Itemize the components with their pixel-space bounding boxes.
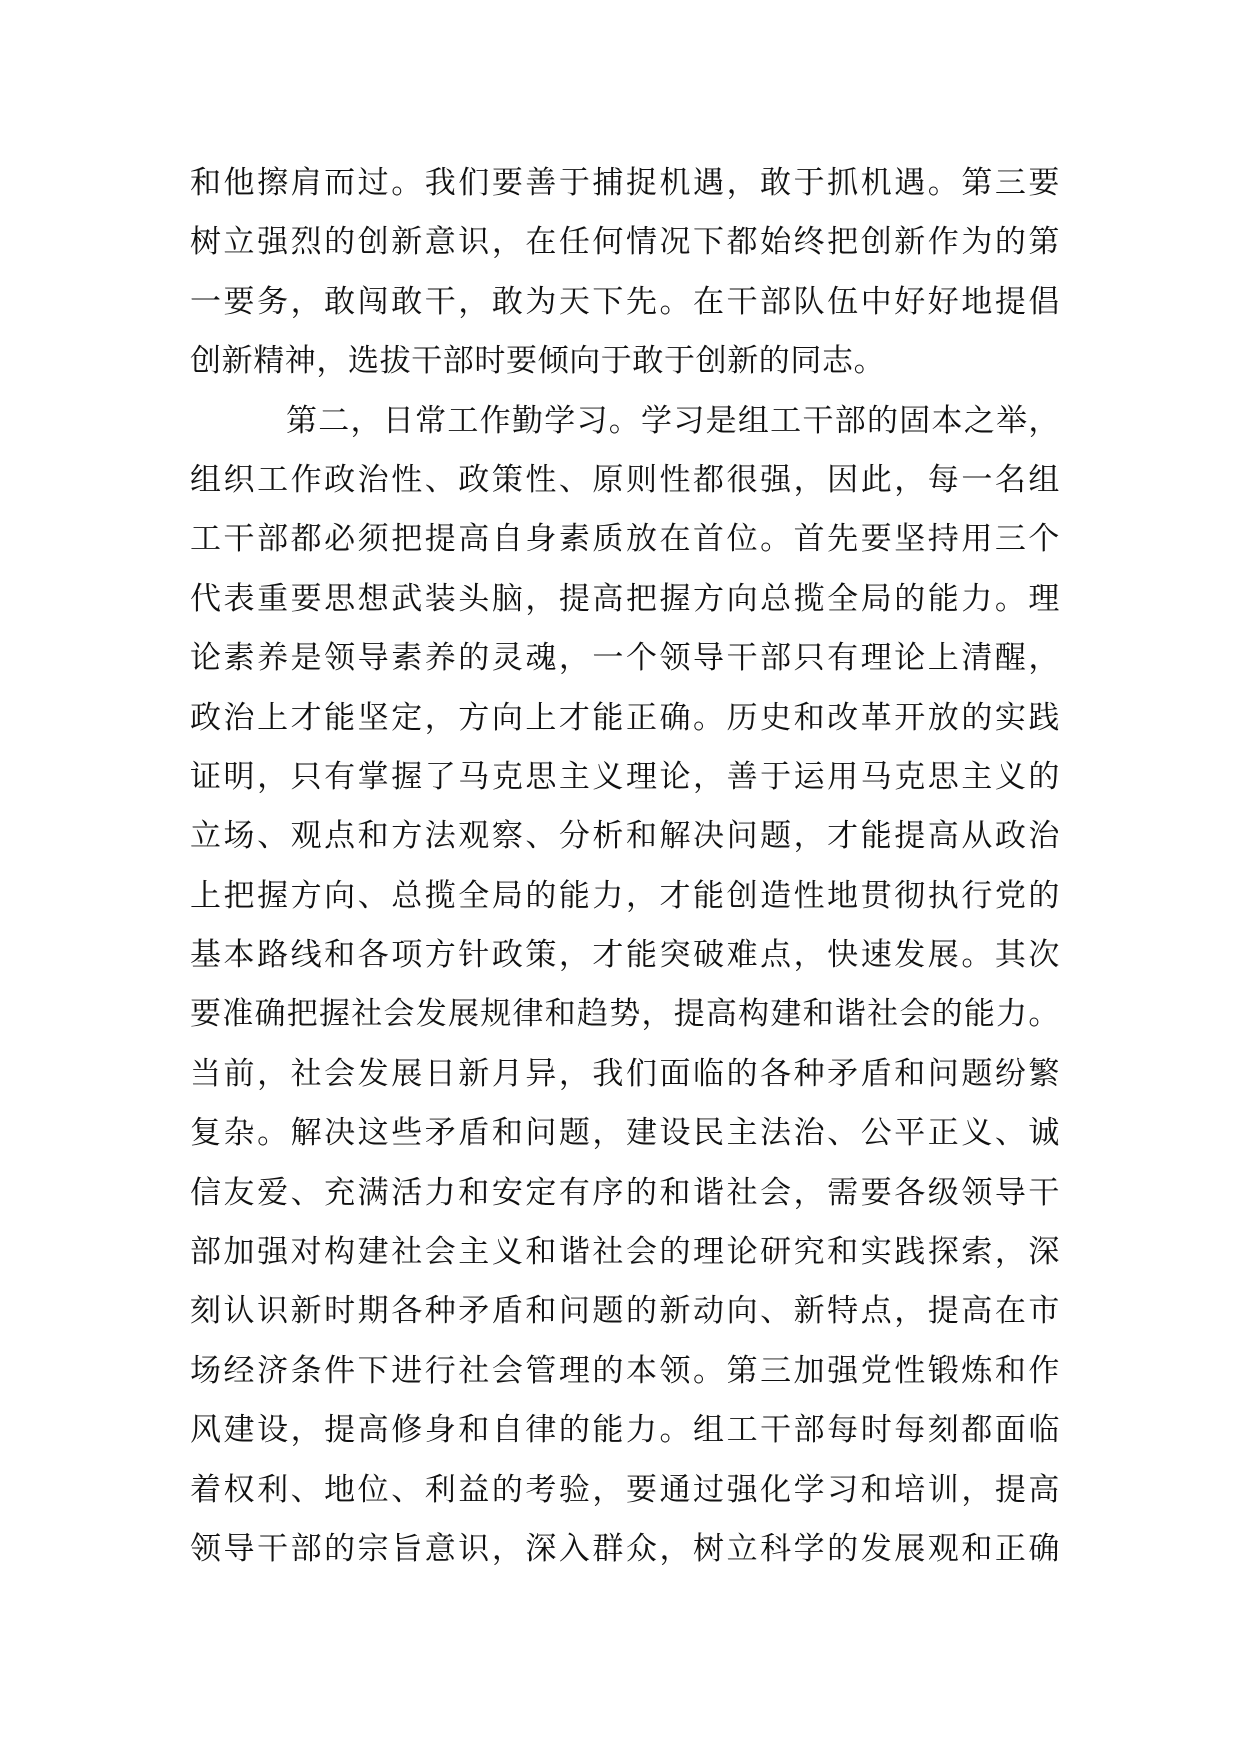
text-line: 立场、观点和方法观察、分析和解决问题，才能提高从政治 (190, 818, 1060, 855)
text-line: 政治上才能坚定，方向上才能正确。历史和改革开放的实践 (190, 699, 1060, 736)
paragraph-first-line: 第二，日常工作勤学习。学习是组工干部的固本之举， (286, 402, 1060, 439)
text-line: 复杂。解决这些矛盾和问题，建设民主法治、公平正义、诚 (190, 1115, 1060, 1152)
text-line: 代表重要思想武装头脑，提高把握方向总揽全局的能力。理 (190, 580, 1060, 617)
text-line: 场经济条件下进行社会管理的本领。第三加强党性锻炼和作 (190, 1352, 1060, 1389)
text-line: 论素养是领导素养的灵魂，一个领导干部只有理论上清醒， (190, 640, 1060, 677)
text-line: 组织工作政治性、政策性、原则性都很强，因此，每一名组 (190, 461, 1060, 498)
text-line: 一要务，敢闯敢干，敢为天下先。在干部队伍中好好地提倡 (190, 283, 1060, 320)
text-line: 工干部都必须把提高自身素质放在首位。首先要坚持用三个 (190, 521, 1060, 558)
text-line: 信友爱、充满活力和安定有序的和谐社会，需要各级领导干 (190, 1174, 1060, 1211)
text-line: 风建设，提高修身和自律的能力。组工干部每时每刻都面临 (190, 1412, 1060, 1449)
text-line: 创新精神，选拔干部时要倾向于敢于创新的同志。 (190, 343, 886, 380)
text-line: 树立强烈的创新意识，在任何情况下都始终把创新作为的第 (190, 224, 1060, 261)
text-line: 刻认识新时期各种矛盾和问题的新动向、新特点，提高在市 (190, 1293, 1060, 1330)
text-line: 上把握方向、总揽全局的能力，才能创造性地贯彻执行党的 (190, 877, 1060, 914)
body-text (190, 154, 1060, 1579)
text-line: 当前，社会发展日新月异，我们面临的各种矛盾和问题纷繁 (190, 1055, 1060, 1092)
text-line: 要准确把握社会发展规律和趋势，提高构建和谐社会的能力。 (190, 996, 1060, 1033)
text-line: 证明，只有掌握了马克思主义理论，善于运用马克思主义的 (190, 758, 1060, 795)
text-line: 和他擦肩而过。我们要善于捕捉机遇，敢于抓机遇。第三要 (190, 165, 1060, 201)
text-line: 领导干部的宗旨意识，深入群众，树立科学的发展观和正确 (190, 1530, 1060, 1567)
text-line: 部加强对构建社会主义和谐社会的理论研究和实践探索，深 (190, 1234, 1060, 1271)
text-line: 着权利、地位、利益的考验，要通过强化学习和培训，提高 (190, 1471, 1060, 1508)
text-line: 基本路线和各项方针政策，才能突破难点，快速发展。其次 (190, 937, 1060, 974)
